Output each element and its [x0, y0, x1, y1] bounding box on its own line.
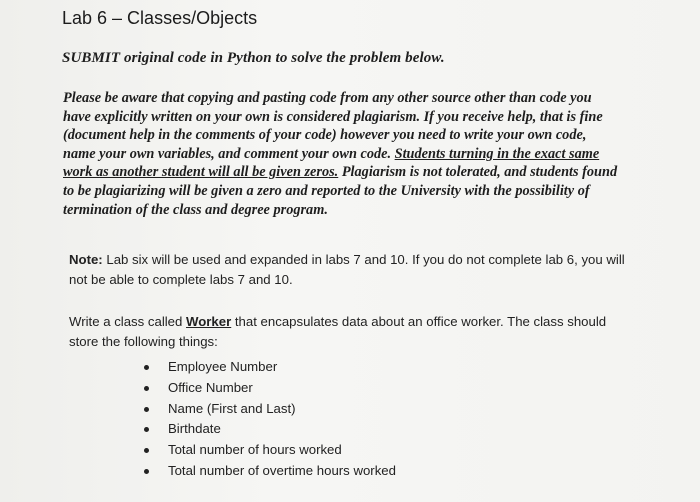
list-item: [144, 419, 396, 440]
zero-warning-underlined: work as another student will all be given zeros.: [63, 164, 339, 181]
plagiarism-line: Please be aware that copying and pasting code from any other source other than code you: [63, 90, 592, 106]
bullet-icon: [144, 386, 149, 391]
list-item-text: Office Number: [168, 379, 253, 395]
list-item-text: Employee Number: [168, 359, 278, 374]
task-text: Write a class called: [69, 314, 187, 329]
plagiarism-line: have explicitly written on your own is considered plagiarism. If you receive help, that is fine: [63, 108, 603, 125]
list-item: [144, 399, 396, 420]
plagiarism-line: to be plagiarizing will be given a zero and reported to the University with the possibility of: [63, 182, 590, 199]
note-text: Lab six will be used and expanded in labs 7 and 10. If you do not complete lab 6, you will: [102, 252, 625, 267]
list-item: [144, 440, 396, 461]
task-text-2: store the following things:: [69, 334, 218, 349]
list-item: [144, 378, 396, 399]
list-item-text: Birthdate: [168, 421, 221, 437]
plagiarism-line: (document help in the comments of your code) however you need to write your own code,: [63, 127, 587, 144]
list-item-text: Total number of overtime hours worked: [168, 462, 396, 478]
plagiarism-paragraph: [63, 89, 683, 219]
bullet-icon: [144, 407, 149, 412]
list-item-text: Total number of hours worked: [168, 442, 342, 458]
bullet-icon: [144, 469, 149, 474]
submit-instruction: SUBMIT original code in Python to solve the problem below.: [62, 50, 445, 66]
task-paragraph: [69, 312, 689, 352]
plagiarism-line: termination of the class and degree program.: [63, 201, 328, 218]
task-text: that encapsulates data about an office worker. The class should: [231, 314, 607, 329]
list-item: [144, 461, 396, 482]
bullet-icon: [144, 427, 149, 432]
bullet-icon: [144, 365, 149, 370]
note-text-2: not be able to complete labs 7 and 10.: [69, 271, 293, 287]
plagiarism-line-4: [63, 145, 683, 164]
note-paragraph: [69, 250, 689, 289]
zero-warning-underlined: Students turning in the exact same: [394, 145, 600, 162]
list-item-text: Name (First and Last): [168, 400, 296, 416]
attribute-list: [144, 357, 396, 482]
bullet-icon: [144, 448, 149, 453]
plagiarism-text: name your own variables, and comment your own code.: [63, 145, 395, 162]
plagiarism-text: Plagiarism is not tolerated, and students found: [338, 164, 618, 181]
page-title: Lab 6 – Classes/Objects: [62, 8, 258, 28]
class-name: Worker: [186, 314, 232, 329]
note-label: Note:: [69, 252, 103, 267]
list-item: [144, 357, 396, 378]
plagiarism-line-5: [63, 163, 683, 182]
